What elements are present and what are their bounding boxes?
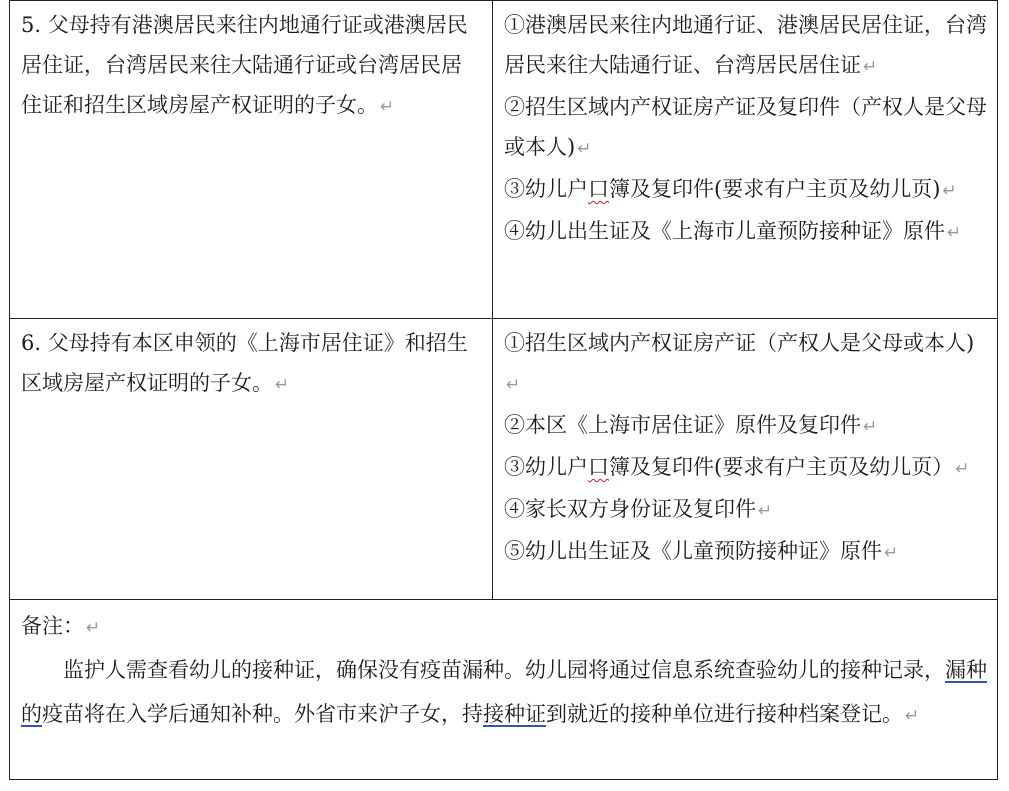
paragraph-mark-icon: ↵ [506,375,521,395]
paragraph-mark-icon: ↵ [955,459,970,479]
documents-cell [493,319,998,600]
spellcheck-flag: 口 [588,177,609,201]
note-cell [10,600,998,780]
document-item: ③幼儿户口簿及复印件(要求有户主页及幼儿页) ↵ [504,177,957,201]
table-row [10,1,998,319]
paragraph-mark-icon: ↵ [942,181,957,201]
document-item: ③幼儿户口簿及复印件(要求有户主页及幼儿页） ↵ [504,455,970,479]
requirements-table [9,0,998,780]
paragraph-mark-icon: ↵ [863,57,878,77]
document-item: ④幼儿出生证及《上海市儿童预防接种证》原件 ↵ [504,219,962,243]
document-item: ②招生区域内产权证房产证及复印件（产权人是父母或本人) ↵ [504,95,987,159]
documents-cell [493,1,998,319]
note-title: 备注： ↵ [21,614,101,638]
paragraph-mark-icon: ↵ [947,223,962,243]
note-row [10,600,998,780]
document-item: ②本区《上海市居住证》原件及复印件 ↵ [504,413,878,437]
document-item: ①港澳居民来往内地通行证、港澳居民居住证，台湾居民来往大陆通行证、台湾居民居住证 ↵ [504,13,987,77]
document-item: ①招生区域内产权证房产证（产权人是父母或本人)↵ [504,331,975,395]
document-item: ④家长双方身份证及复印件 ↵ [504,497,773,521]
paragraph-mark-icon: ↵ [380,97,395,117]
condition-cell [10,319,493,600]
condition-text: 6. 父母持有本区申领的《上海市居住证》和招生区域房屋产权证明的子女。 [21,331,468,395]
condition-text: 5. 父母持有港澳居民来往内地通行证或港澳居民居住证，台湾居民来往大陆通行证或台湾居民居住证和招生区域房屋产权证明的子女。 [21,13,468,117]
paragraph-mark-icon: ↵ [863,417,878,437]
paragraph-mark-icon: ↵ [275,375,290,395]
table-row [10,319,998,600]
condition-cell [10,1,493,319]
underlined-text: 接种证 [483,702,546,726]
paragraph-mark-icon: ↵ [758,501,773,521]
paragraph-mark-icon: ↵ [905,706,920,726]
underlined-text: 漏种的 [21,658,987,726]
spellcheck-flag: 口 [588,455,609,479]
paragraph-mark-icon: ↵ [884,543,899,563]
note-paragraph: 监护人需查看幼儿的接种证，确保没有疫苗漏种。幼儿园将通过信息系统查验幼儿的接种记录，漏种的疫苗将在入学后通知补种。外省市来沪子女，持接种证到就近的接种单位进行接种档案登记。 ↵ [21,658,987,726]
paragraph-mark-icon: ↵ [86,618,101,638]
document-item: ⑤幼儿出生证及《儿童预防接种证》原件 ↵ [504,539,899,563]
paragraph-mark-icon: ↵ [577,139,592,159]
